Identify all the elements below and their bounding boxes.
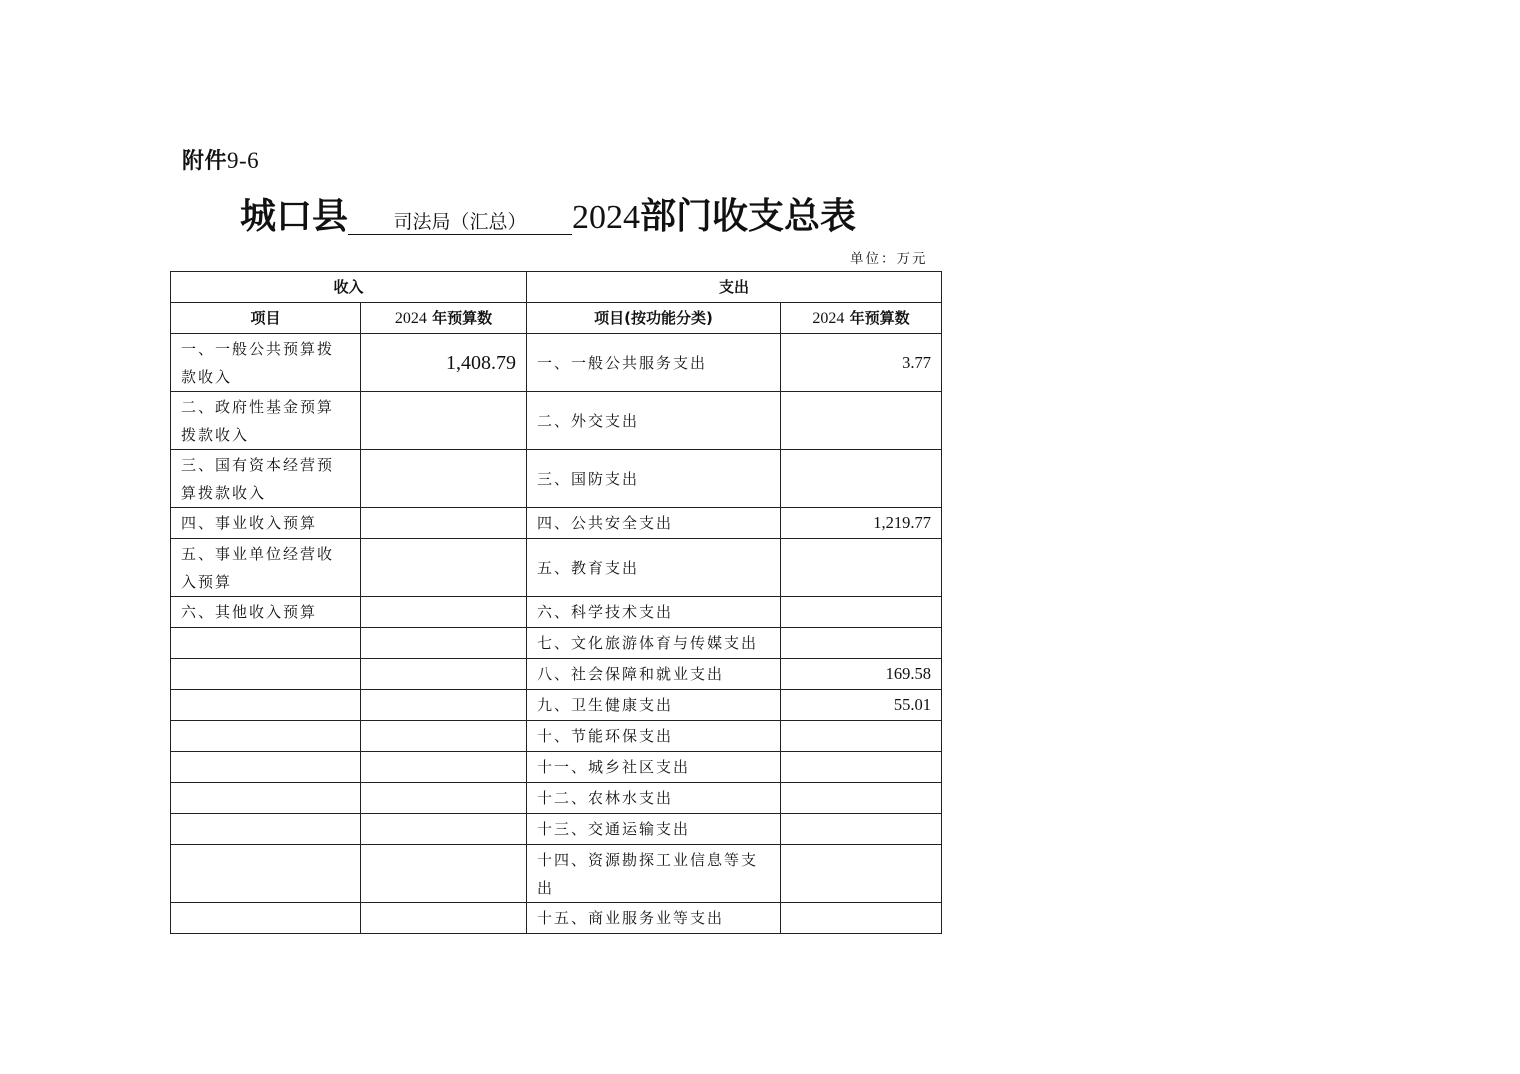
table-row (171, 690, 942, 721)
expense-item-cell: 十五、商业服务业等支出 (527, 903, 781, 934)
income-value-cell (361, 539, 527, 597)
attachment-text: 附件 (182, 148, 228, 174)
expense-item-cell: 八、社会保障和就业支出 (527, 659, 781, 690)
title-department: 司法局（汇总） (348, 211, 572, 235)
table-row (171, 539, 942, 597)
table-row (171, 845, 942, 903)
expense-item-cell: 十、节能环保支出 (527, 721, 781, 752)
title-year: 2024 (572, 199, 641, 236)
col-income-budget-year: 2024 (394, 309, 427, 327)
expense-value-cell (781, 845, 942, 903)
income-value-cell (361, 783, 527, 814)
budget-table (170, 271, 942, 934)
income-value-cell (361, 721, 527, 752)
col-income-item: 项目 (171, 303, 361, 334)
expense-item-cell: 二、外交支出 (527, 392, 781, 450)
expense-item-cell: 十二、农林水支出 (527, 783, 781, 814)
income-item-cell (171, 628, 361, 659)
col-expense-item: 项目(按功能分类) (527, 303, 781, 334)
expense-item-cell: 十一、城乡社区支出 (527, 752, 781, 783)
income-value-cell (361, 392, 527, 450)
income-item-cell (171, 783, 361, 814)
table-row (171, 659, 942, 690)
income-item-cell: 四、事业收入预算 (171, 508, 361, 539)
income-item-cell (171, 690, 361, 721)
income-value-cell (361, 845, 527, 903)
income-value-cell (361, 814, 527, 845)
income-item-cell: 三、国有资本经营预算拨款收入 (171, 450, 361, 508)
expense-value-cell (781, 783, 942, 814)
table-row (171, 628, 942, 659)
income-value-cell (361, 597, 527, 628)
income-value-cell: 1,408.79 (361, 334, 527, 392)
table-row (171, 334, 942, 392)
col-expense-budget-label: 年预算数 (849, 308, 910, 327)
table-row (171, 508, 942, 539)
expense-item-cell: 十三、交通运输支出 (527, 814, 781, 845)
expense-item-cell: 四、公共安全支出 (527, 508, 781, 539)
expense-value-cell (781, 628, 942, 659)
expense-item-cell: 三、国防支出 (527, 450, 781, 508)
page-title (240, 188, 856, 239)
income-item-cell: 六、其他收入预算 (171, 597, 361, 628)
unit-label: 单位：万元 (850, 251, 928, 267)
col-income-budget-label: 年预算数 (432, 308, 493, 327)
table-row (171, 392, 942, 450)
expense-value-cell: 169.58 (781, 659, 942, 690)
income-item-cell (171, 752, 361, 783)
table-row (171, 450, 942, 508)
income-value-cell (361, 752, 527, 783)
income-header: 收入 (171, 272, 527, 303)
expense-value-cell (781, 450, 942, 508)
income-item-cell: 一、一般公共预算拨款收入 (171, 334, 361, 392)
col-income-budget (361, 303, 527, 334)
expense-item-cell: 九、卫生健康支出 (527, 690, 781, 721)
expense-value-cell: 55.01 (781, 690, 942, 721)
title-county: 城口县 (240, 195, 349, 237)
col-expense-budget (781, 303, 942, 334)
header-row-columns (171, 303, 942, 334)
income-value-cell (361, 450, 527, 508)
table-row (171, 721, 942, 752)
expense-value-cell: 3.77 (781, 334, 942, 392)
expense-item-cell: 六、科学技术支出 (527, 597, 781, 628)
expense-value-cell (781, 721, 942, 752)
attachment-number: 9-6 (227, 148, 260, 173)
income-value-cell (361, 690, 527, 721)
table-row (171, 752, 942, 783)
income-item-cell (171, 659, 361, 690)
income-value-cell (361, 903, 527, 934)
header-row-top (171, 272, 942, 303)
income-item-cell (171, 903, 361, 934)
table-row (171, 814, 942, 845)
expense-item-cell: 七、文化旅游体育与传媒支出 (527, 628, 781, 659)
income-value-cell (361, 628, 527, 659)
table-row (171, 903, 942, 934)
expense-value-cell (781, 597, 942, 628)
expense-item-cell: 十四、资源勘探工业信息等支出 (527, 845, 781, 903)
title-suffix: 部门收支总表 (640, 195, 857, 237)
income-item-cell (171, 814, 361, 845)
attachment-label (182, 144, 259, 175)
col-expense-budget-year: 2024 (812, 309, 845, 327)
expense-value-cell (781, 903, 942, 934)
income-value-cell (361, 508, 527, 539)
expense-value-cell: 1,219.77 (781, 508, 942, 539)
table-row (171, 597, 942, 628)
table-row (171, 783, 942, 814)
income-item-cell: 二、政府性基金预算拨款收入 (171, 392, 361, 450)
expense-header: 支出 (527, 272, 942, 303)
expense-value-cell (781, 814, 942, 845)
income-value-cell (361, 659, 527, 690)
income-item-cell: 五、事业单位经营收入预算 (171, 539, 361, 597)
expense-value-cell (781, 752, 942, 783)
expense-item-cell: 五、教育支出 (527, 539, 781, 597)
expense-value-cell (781, 539, 942, 597)
income-item-cell (171, 845, 361, 903)
expense-value-cell (781, 392, 942, 450)
expense-item-cell: 一、一般公共服务支出 (527, 334, 781, 392)
income-item-cell (171, 721, 361, 752)
